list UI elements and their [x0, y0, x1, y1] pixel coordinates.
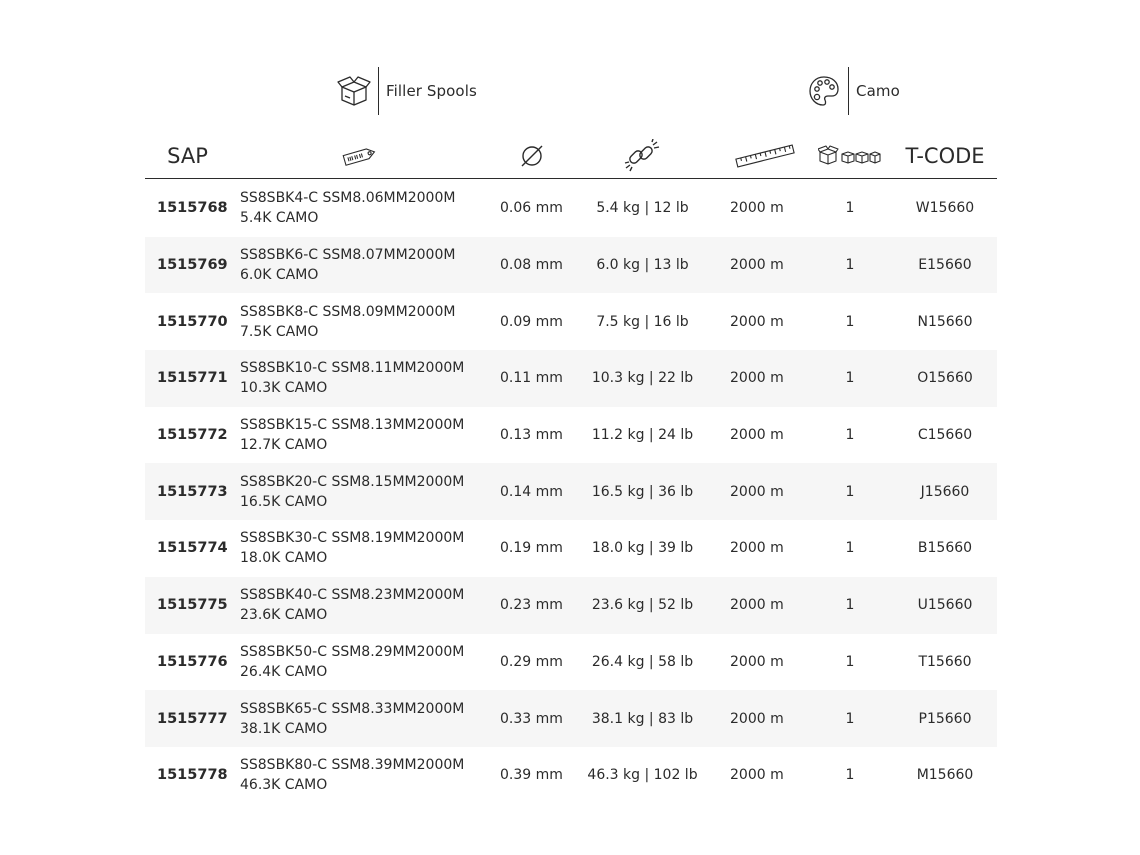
diameter-value: 0.23 mm: [500, 597, 563, 614]
sap-number: 1515778: [157, 767, 228, 784]
description-line-2: 16.5K CAMO: [240, 493, 328, 510]
header-tcode: [900, 134, 990, 178]
strength-value: 16.5 kg | 36 lb: [591, 483, 694, 500]
product-description: [240, 690, 464, 747]
top-label-bar: [0, 66, 1140, 118]
strength-value: 38.1 kg | 83 lb: [591, 710, 694, 727]
quantity-value: 1: [845, 540, 855, 557]
product-description: [240, 237, 455, 294]
description-line-1: SS8SBK50-C SSM8.29MM2000M: [240, 643, 465, 660]
strength-value: 23.6 kg | 52 lb: [591, 597, 694, 614]
diameter-value: 0.33 mm: [500, 710, 563, 727]
table-row: [145, 520, 997, 577]
strength-value: 6.0 kg | 13 lb: [596, 257, 689, 274]
table-row: [145, 577, 997, 634]
length-value: 2000 m: [730, 370, 784, 387]
product-description: [240, 747, 464, 804]
quantity-value: 1: [845, 200, 855, 217]
description-line-2: 46.3K CAMO: [240, 777, 328, 794]
sap-number: 1515768: [157, 200, 228, 217]
sap-number: 1515770: [157, 313, 228, 330]
quantity-value: 1: [845, 427, 855, 444]
camo-label: Camo: [856, 82, 900, 100]
tcode-value: W15660: [915, 200, 975, 217]
description-line-2: 7.5K CAMO: [240, 323, 319, 340]
table-row: [145, 350, 997, 407]
description-line-2: 5.4K CAMO: [240, 210, 319, 227]
strength-value: 11.2 kg | 24 lb: [591, 427, 694, 444]
length-value: 2000 m: [730, 483, 784, 500]
product-description: [240, 350, 464, 407]
description-line-2: 23.6K CAMO: [240, 607, 328, 624]
description-line-1: SS8SBK65-C SSM8.33MM2000M: [240, 700, 465, 717]
quantity-value: 1: [845, 710, 855, 727]
tcode-value: J15660: [920, 483, 970, 500]
header-divider: [145, 178, 997, 179]
strength-value: 26.4 kg | 58 lb: [591, 653, 694, 670]
sap-number: 1515775: [157, 597, 228, 614]
sap-number: 1515769: [157, 257, 228, 274]
product-description: [240, 180, 455, 237]
sap-number: 1515777: [157, 710, 228, 727]
separator: [378, 67, 379, 115]
length-value: 2000 m: [730, 257, 784, 274]
description-line-1: SS8SBK4-C SSM8.06MM2000M: [240, 190, 456, 207]
description-line-1: SS8SBK40-C SSM8.23MM2000M: [240, 587, 465, 604]
boxes-icon: [815, 134, 885, 178]
diameter-value: 0.19 mm: [500, 540, 563, 557]
diameter-value: 0.39 mm: [500, 767, 563, 784]
header-sap-label: SAP: [167, 144, 208, 168]
description-line-1: SS8SBK10-C SSM8.11MM2000M: [240, 360, 465, 377]
open-box-icon: [334, 71, 374, 111]
quantity-value: 1: [845, 767, 855, 784]
tcode-value: O15660: [917, 370, 973, 387]
description-line-1: SS8SBK8-C SSM8.09MM2000M: [240, 303, 456, 320]
product-description: [240, 634, 464, 691]
price-tag-icon: [325, 134, 395, 178]
table-row: [145, 237, 997, 294]
diameter-value: 0.13 mm: [500, 427, 563, 444]
length-value: 2000 m: [730, 200, 784, 217]
diameter-value: 0.29 mm: [500, 653, 563, 670]
table-row: [145, 634, 997, 691]
table-row: [145, 747, 997, 804]
diameter-value: 0.06 mm: [500, 200, 563, 217]
description-line-1: SS8SBK15-C SSM8.13MM2000M: [240, 417, 465, 434]
diameter-value: 0.14 mm: [500, 483, 563, 500]
tcode-value: N15660: [917, 313, 973, 330]
description-line-1: SS8SBK6-C SSM8.07MM2000M: [240, 247, 456, 264]
quantity-value: 1: [845, 597, 855, 614]
length-value: 2000 m: [730, 767, 784, 784]
strength-value: 46.3 kg | 102 lb: [587, 767, 698, 784]
diameter-value: 0.11 mm: [500, 370, 563, 387]
tcode-value: C15660: [917, 427, 973, 444]
length-value: 2000 m: [730, 427, 784, 444]
description-line-2: 26.4K CAMO: [240, 663, 328, 680]
table-row: [145, 180, 997, 237]
table-row: [145, 293, 997, 350]
product-description: [240, 407, 464, 464]
description-line-2: 6.0K CAMO: [240, 267, 319, 284]
tcode-value: P15660: [918, 710, 972, 727]
description-line-2: 10.3K CAMO: [240, 380, 328, 397]
chain-link-icon: [607, 134, 677, 178]
diameter-value: 0.08 mm: [500, 257, 563, 274]
strength-value: 7.5 kg | 16 lb: [596, 313, 689, 330]
quantity-value: 1: [845, 370, 855, 387]
product-description: [240, 520, 464, 577]
diameter-icon: [497, 134, 567, 178]
product-description: [240, 577, 464, 634]
sap-number: 1515772: [157, 427, 228, 444]
filler-spools-label-group: [334, 66, 477, 116]
sap-number: 1515776: [157, 653, 228, 670]
sap-number: 1515774: [157, 540, 228, 557]
ruler-icon: [720, 134, 810, 178]
table-row: [145, 463, 997, 520]
header-tcode-label: T-CODE: [905, 144, 985, 168]
quantity-value: 1: [845, 257, 855, 274]
description-line-2: 18.0K CAMO: [240, 550, 328, 567]
quantity-value: 1: [845, 313, 855, 330]
table-row: [145, 690, 997, 747]
tcode-value: M15660: [916, 767, 974, 784]
description-line-2: 38.1K CAMO: [240, 720, 328, 737]
description-line-1: SS8SBK20-C SSM8.15MM2000M: [240, 473, 465, 490]
camo-label-group: [804, 66, 900, 116]
palette-icon: [804, 71, 844, 111]
length-value: 2000 m: [730, 313, 784, 330]
strength-value: 10.3 kg | 22 lb: [591, 370, 694, 387]
quantity-value: 1: [845, 653, 855, 670]
sap-number: 1515771: [157, 370, 228, 387]
tcode-value: E15660: [918, 257, 972, 274]
length-value: 2000 m: [730, 653, 784, 670]
length-value: 2000 m: [730, 597, 784, 614]
quantity-value: 1: [845, 483, 855, 500]
filler-spools-label: Filler Spools: [386, 82, 477, 100]
header-sap: [155, 134, 220, 178]
length-value: 2000 m: [730, 710, 784, 727]
description-line-1: SS8SBK30-C SSM8.19MM2000M: [240, 530, 465, 547]
product-table-body: [145, 180, 997, 804]
length-value: 2000 m: [730, 540, 784, 557]
product-description: [240, 293, 455, 350]
sap-number: 1515773: [157, 483, 228, 500]
strength-value: 18.0 kg | 39 lb: [591, 540, 694, 557]
diameter-value: 0.09 mm: [500, 313, 563, 330]
tcode-value: T15660: [918, 653, 972, 670]
product-description: [240, 463, 464, 520]
table-row: [145, 407, 997, 464]
tcode-value: U15660: [917, 597, 973, 614]
table-header: [145, 134, 997, 178]
tcode-value: B15660: [917, 540, 973, 557]
description-line-1: SS8SBK80-C SSM8.39MM2000M: [240, 757, 465, 774]
strength-value: 5.4 kg | 12 lb: [596, 200, 689, 217]
separator: [848, 67, 849, 115]
description-line-2: 12.7K CAMO: [240, 437, 328, 454]
